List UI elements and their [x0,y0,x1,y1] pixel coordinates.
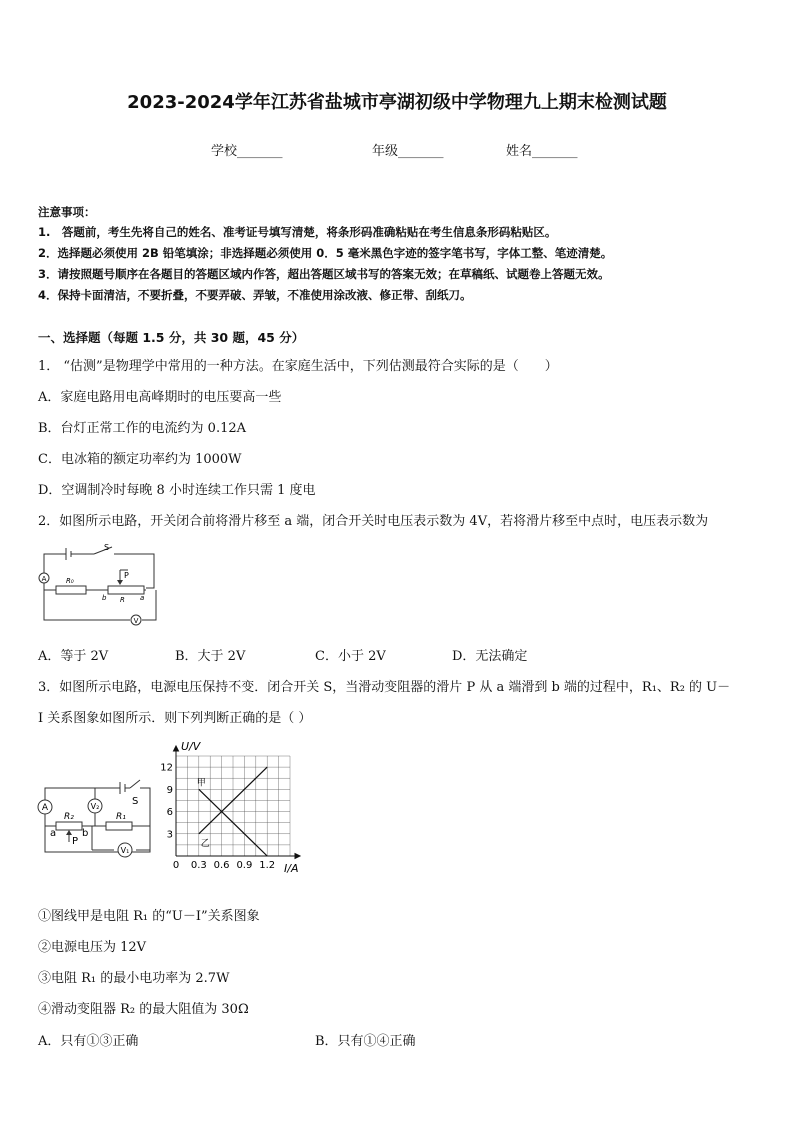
ammeter-label: A [41,803,49,813]
q3-statement-2: ②电源电压为 12V [38,940,147,955]
notes-heading: 注意事项： [38,205,96,219]
terminal-b-label: b [102,594,107,602]
resistor-r0-label: R₀ [66,577,74,585]
terminal-b-label: b [82,828,89,839]
q3-statement-1: ①图线甲是电阻 R₁ 的“U－I”关系图象 [38,909,260,924]
q3-option-a[interactable]: A．只有①③正确 [38,1034,139,1049]
note-item: 1. 答题前，考生先将自己的姓名、准考证号填写清楚，将条形码准确粘贴在考生信息条形码粘贴区。 [38,225,557,239]
terminal-a-label: a [50,828,57,839]
q3-circuit-diagram [36,774,160,864]
q1-option-c[interactable]: C．电冰箱的额定功率约为 1000W [38,452,242,467]
q2-circuit-diagram [36,542,166,632]
x-axis-arrow [295,854,300,859]
q1-stem: 1． “估测”是物理学中常用的一种方法。在家庭生活中，下列估测最符合实际的是（ ） [38,359,558,374]
switch-label: S [104,543,110,552]
q2-option-a[interactable]: A．等于 2V [38,649,109,664]
y-tick-label: 3 [166,829,173,841]
x-tick-label: 0.6 [213,860,230,871]
rheostat-label: R [120,596,125,604]
x-tick-label: 1.2 [259,860,276,871]
resistor-r2-label: R₂ [64,812,74,822]
school-field[interactable]: 学校_______ [211,144,283,159]
x-tick-label: 0 [172,860,180,871]
q3-option-b[interactable]: B．只有①④正确 [315,1034,416,1049]
q1-option-a[interactable]: A．家庭电路用电高峰期时的电压要高一些 [38,390,282,405]
series-label: 甲 [196,778,206,789]
q1-option-d[interactable]: D．空调制冷时每晚 8 小时连续工作只需 1 度电 [38,483,316,498]
x-tick-label: 0.9 [236,860,253,871]
q3-stem: 3．如图所示电路，电源电压保持不变．闭合开关 S，当滑动变阻器的滑片 P 从 a 端滑到 b 端的过程中，R₁、R₂ 的 U－ [38,680,731,695]
ui-graph [160,738,310,876]
q1-option-b[interactable]: B．台灯正常工作的电流约为 0.12A [38,421,247,436]
ammeter-label: A [41,575,47,583]
q2-option-d[interactable]: D．无法确定 [452,649,528,664]
y-tick-label: 9 [166,784,173,796]
q3-statement-3: ③电阻 R₁ 的最小电功率为 2.7W [38,971,230,986]
x-tick-label: 0.3 [190,860,207,871]
y-tick-label: 12 [160,762,173,774]
note-item: 2．选择题必须使用 2B 铅笔填涂；非选择题必须使用 0．5 毫米黑色字迹的签字笔书写，字体工整、笔迹清楚。 [38,246,613,260]
note-item: 4．保持卡面清洁，不要折叠，不要弄破、弄皱，不准使用涂改液、修正带、刮纸刀。 [38,288,472,302]
switch-label: S [132,796,139,807]
q3-statement-4: ④滑动变阻器 R₂ 的最大阻值为 30Ω [38,1002,249,1017]
voltmeter-v2-label: V₂ [90,802,100,811]
terminal-a-label: a [140,594,145,602]
slider-label: P [124,571,129,580]
voltmeter-label: V [133,617,139,625]
q2-option-c[interactable]: C．小于 2V [315,649,386,664]
voltmeter-v1-label: V₁ [120,846,130,855]
q3-stem-continued: I 关系图象如图所示．则下列判断正确的是（ ） [38,711,312,726]
section-heading: 一、选择题（每题 1.5 分，共 30 题，45 分） [38,330,305,345]
chart-axes [174,746,301,859]
note-item: 3．请按照题号顺序在各题目的答题区域内作答，超出答题区域书写的答案无效；在草稿纸、试题卷上答题无效。 [38,267,610,281]
q2-stem: 2．如图所示电路，开关闭合前将滑片移至 a 端，闭合开关时电压表示数为 4V，若将滑片移至中点时，电压表示数为 [38,514,709,529]
page-title: 2023-2024学年江苏省盐城市亭湖初级中学物理九上期末检测试题 [127,92,667,113]
y-tick-label: 6 [166,807,173,819]
name-field[interactable]: 姓名_______ [506,144,578,159]
grade-field[interactable]: 年级_______ [372,144,444,159]
slider-label: P [72,836,79,847]
q2-option-b[interactable]: B．大于 2V [175,649,246,664]
series-label: 乙 [200,838,210,849]
chart-grid [176,756,290,856]
y-axis-arrow [174,746,179,751]
x-axis-label: I/A [284,862,299,875]
resistor-r1-label: R₁ [116,812,126,822]
y-axis-label: U/V [181,740,201,753]
